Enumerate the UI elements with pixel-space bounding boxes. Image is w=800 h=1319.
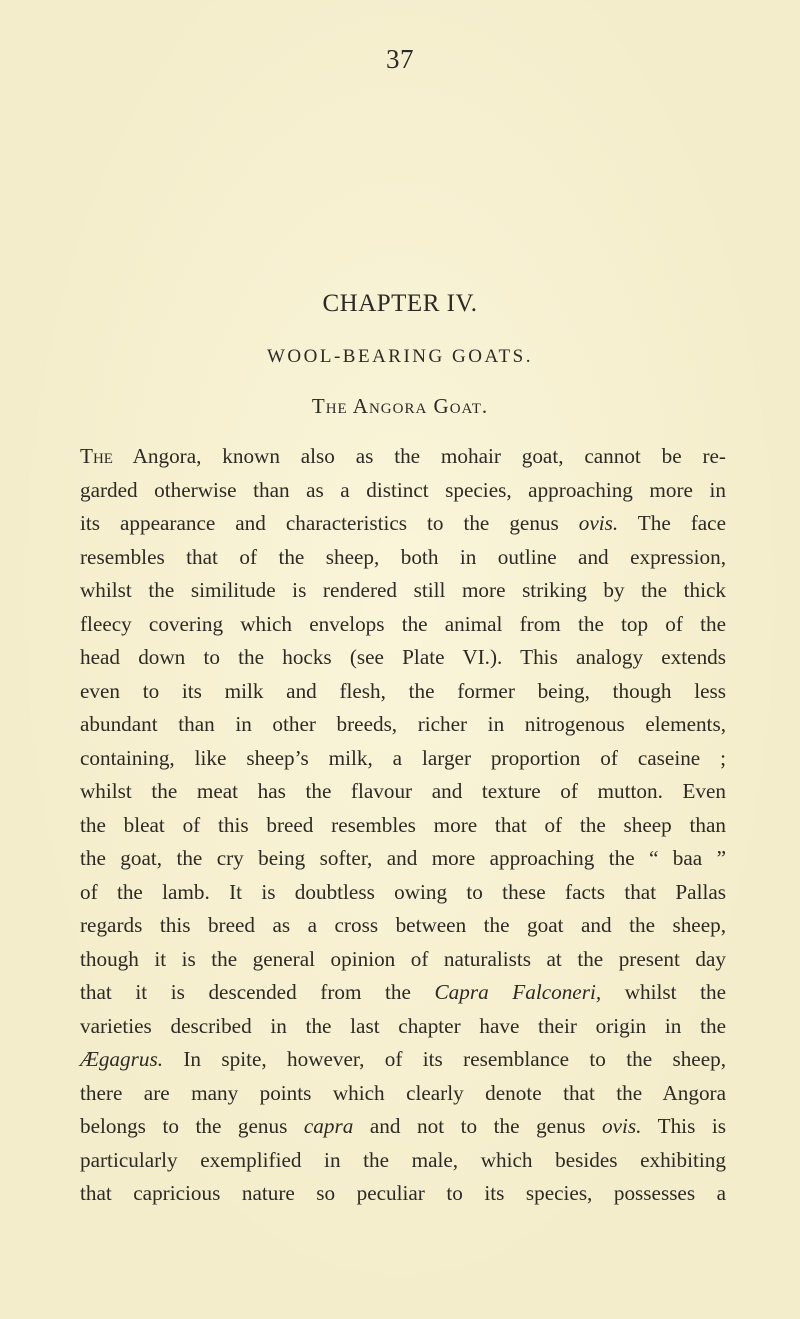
text-line: Ægagrus. In spite, however, of its resemblance to the sheep, bbox=[80, 1047, 726, 1071]
body-paragraph bbox=[80, 440, 726, 1211]
text-line: that it is descended from the Capra Falconeri, whilst the bbox=[80, 980, 727, 1004]
text-line: that capricious nature so peculiar to its species, possesses a bbox=[80, 1181, 726, 1205]
text-line: abundant than in other breeds, richer in nitrogenous elements, bbox=[80, 712, 726, 736]
text-line: of the lamb. It is doubtless owing to these facts that Pallas bbox=[80, 879, 726, 904]
text-line: resembles that of the sheep, both in outline and expression, bbox=[80, 544, 726, 569]
text-line: particularly exemplified in the male, which besides exhibiting bbox=[80, 1147, 726, 1172]
text-line: though it is the general opinion of naturalists at the present day bbox=[80, 946, 726, 971]
text-line: belongs to the genus capra and not to the genus ovis. This is bbox=[80, 1114, 726, 1138]
text-line: head down to the hocks (see Plate VI.). This analogy extends bbox=[80, 645, 726, 669]
page-number: 37 bbox=[386, 44, 414, 74]
text-line: whilst the similitude is rendered still more striking by the thick bbox=[80, 578, 726, 602]
text-line: whilst the meat has the flavour and texture of mutton. Even bbox=[80, 779, 726, 803]
text-line: its appearance and characteristics to the genus ovis. The face bbox=[80, 511, 726, 535]
text-line: containing, like sheep’s milk, a larger proportion of caseine ; bbox=[80, 745, 726, 770]
text-line: the bleat of this breed resembles more that of the sheep than bbox=[80, 812, 726, 837]
text-line: even to its milk and flesh, the former being, though less bbox=[80, 678, 726, 703]
text-line: fleecy covering which envelops the animal from the top of the bbox=[80, 611, 726, 636]
section-title: WOOL-BEARING GOATS. bbox=[267, 346, 533, 367]
text-line: varieties described in the last chapter have their origin in the bbox=[80, 1013, 726, 1038]
drop-word: The bbox=[80, 444, 113, 468]
subsection-title: The Angora Goat. bbox=[311, 394, 489, 418]
text-line: The Angora, known also as the mohair goat, cannot be re- bbox=[80, 444, 726, 468]
chapter-title: CHAPTER IV. bbox=[322, 290, 478, 317]
text-line: regards this breed as a cross between the goat and the sheep, bbox=[80, 913, 726, 937]
text-line: garded otherwise than as a distinct species, approaching more in bbox=[80, 477, 726, 502]
text-line: there are many points which clearly denote that the Angora bbox=[80, 1080, 726, 1105]
text-line: the goat, the cry being softer, and more approaching the “ baa ” bbox=[80, 846, 726, 870]
